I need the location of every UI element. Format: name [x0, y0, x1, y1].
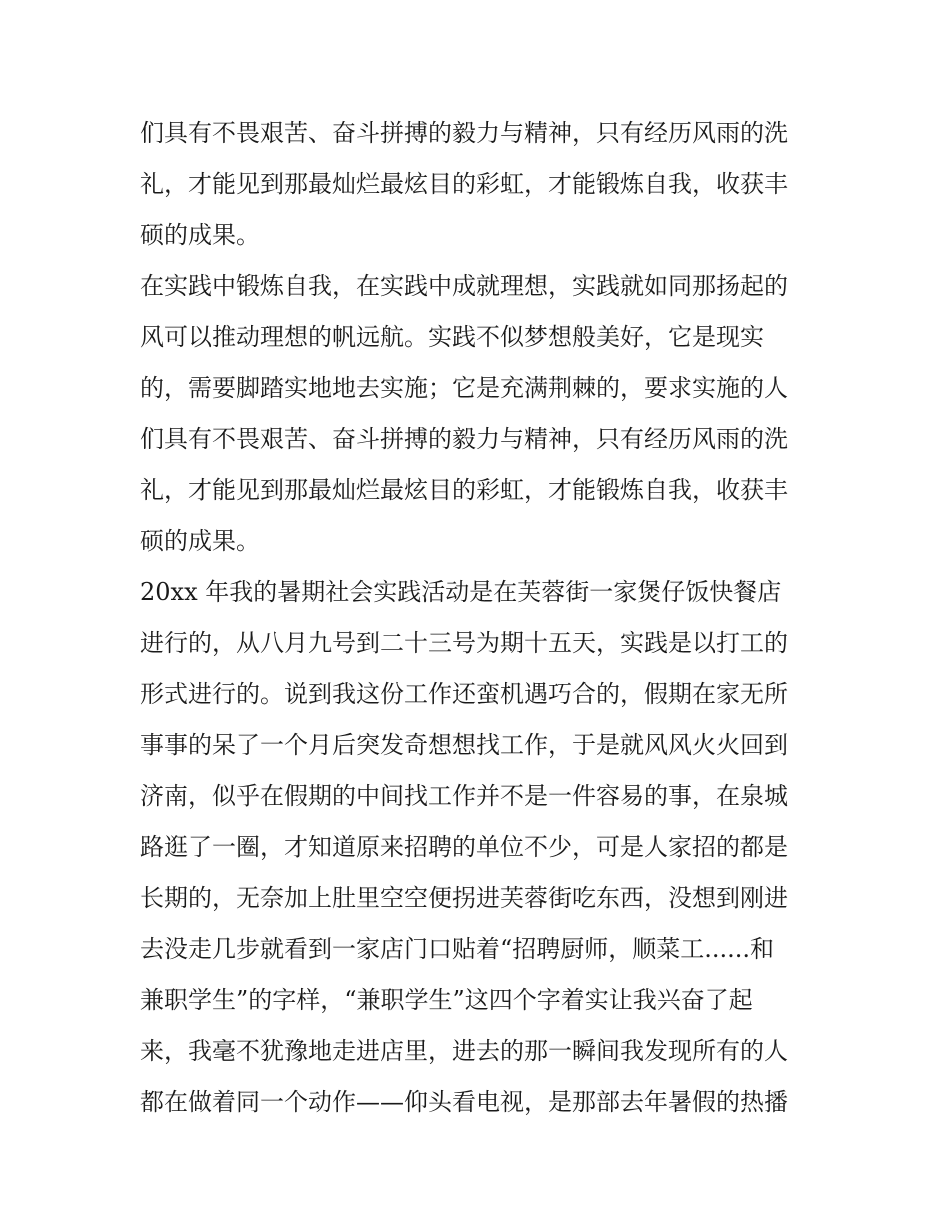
text-line: 硕的成果。: [140, 527, 260, 555]
text-line: 兼职学生”的字样，“兼职学生”这四个字着实让我兴奋了起: [140, 986, 753, 1014]
text-line: 在实践中锻炼自我，在实践中成就理想，实践就如同那扬起的: [140, 272, 788, 300]
text-line: 的，需要脚踏实地地去实施；它是充满荆棘的，要求实施的人: [140, 374, 788, 402]
text-line: 路逛了一圈，才知道原来招聘的单位不少，可是人家招的都是: [140, 833, 788, 861]
text-line: 礼，才能见到那最灿烂最炫目的彩虹，才能锻炼自我，收获丰: [140, 170, 788, 198]
text-line: 硕的成果。: [140, 221, 260, 249]
text-line: 20xx 年我的暑期社会实践活动是在芙蓉街一家煲仔饭快餐店: [140, 578, 782, 606]
text-line: 形式进行的。说到我这份工作还蛮机遇巧合的，假期在家无所: [140, 680, 788, 708]
text-line: 礼，才能见到那最灿烂最炫目的彩虹，才能锻炼自我，收获丰: [140, 476, 788, 504]
text-line: 长期的，无奈加上肚里空空便拐进芙蓉街吃东西，没想到刚进: [140, 884, 788, 912]
text-line: 们具有不畏艰苦、奋斗拼搏的毅力与精神，只有经历风雨的洗: [140, 425, 788, 453]
text-line: 都在做着同一个动作——仰头看电视，是那部去年暑假的热播: [140, 1088, 788, 1116]
text-line: 济南，似乎在假期的中间找工作并不是一件容易的事，在泉城: [140, 782, 788, 810]
document-body: [140, 108, 820, 1128]
text-line: 事事的呆了一个月后突发奇想想找工作，于是就风风火火回到: [140, 731, 788, 759]
text-line: 们具有不畏艰苦、奋斗拼搏的毅力与精神，只有经历风雨的洗: [140, 119, 788, 147]
text-line: 风可以推动理想的帆远航。实践不似梦想般美好，它是现实: [140, 323, 764, 351]
text-line: 去没走几步就看到一家店门口贴着“招聘厨师，顺菜工......和: [140, 935, 775, 963]
text-line: 进行的，从八月九号到二十三号为期十五天，实践是以打工的: [140, 629, 788, 657]
text-line: 来，我毫不犹豫地走进店里，进去的那一瞬间我发现所有的人: [140, 1037, 788, 1065]
